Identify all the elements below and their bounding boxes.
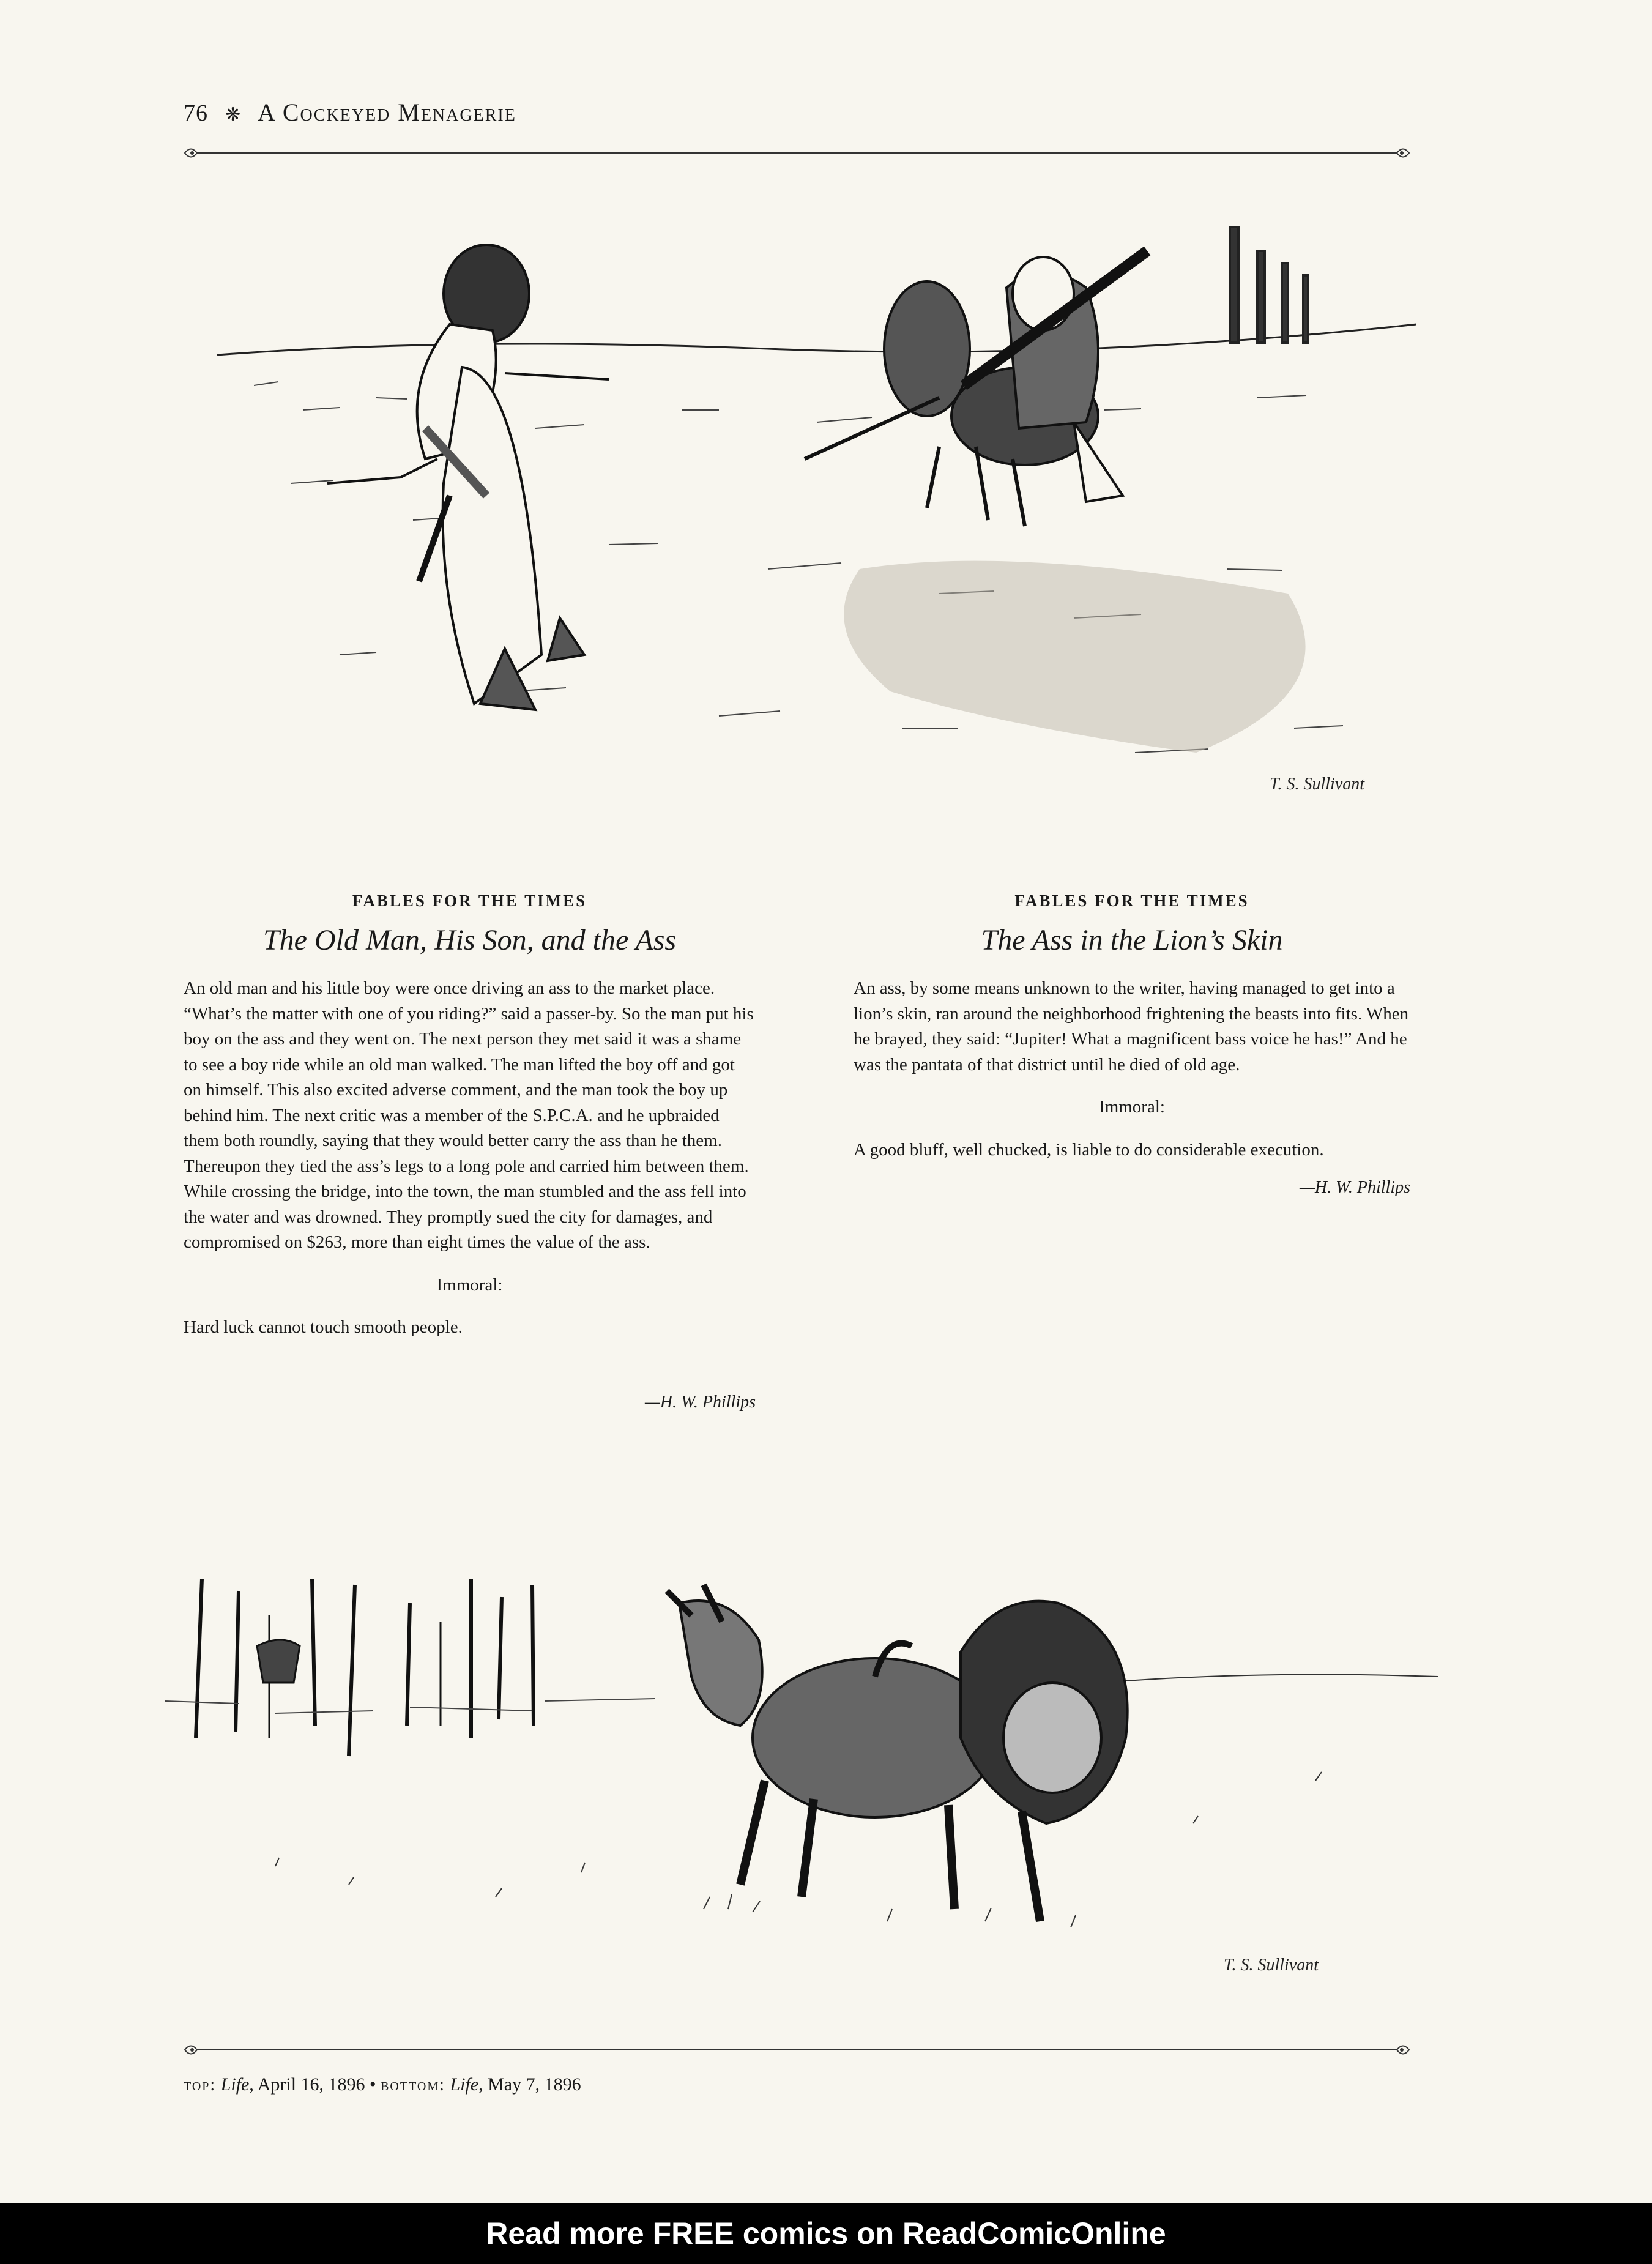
running-header xyxy=(184,98,516,135)
fable-right-moral: A good bluff, well chucked, is liable to do considerable execution. xyxy=(854,1139,1324,1160)
fable-right-body: An ass, by some means unknown to the writer, having managed to get into a lion’s skin, ran around the neighborhood frightening the beasts into fits. When he brayed, they said: “Jupiter! What a magnificent bass voice he has!” And he was the pantata of that district until he died of old age. xyxy=(854,978,1409,1074)
fable-left-title: The Old Man, His Son, and the Ass xyxy=(262,923,677,956)
ornament-icon: ❋ xyxy=(225,105,241,125)
fable-left-kicker: FABLES FOR THE TIMES xyxy=(352,892,587,910)
top-artist-signature: T. S. Sullivant xyxy=(1270,775,1365,794)
bottom-artist-signature: T. S. Sullivant xyxy=(1224,1956,1319,1975)
fable-right-kicker: FABLES FOR THE TIMES xyxy=(1014,892,1249,910)
top-illustration xyxy=(217,226,1416,832)
image-credit xyxy=(184,2074,581,2095)
credit-separator: • xyxy=(365,2074,381,2095)
fable-left-signature: —H. W. Phillips xyxy=(645,1392,756,1412)
credit-bottom-date: , May 7, 1896 xyxy=(478,2074,581,2095)
page-number: 76 xyxy=(184,100,208,126)
credit-top-source: Life xyxy=(220,2074,250,2095)
fable-left-moral-label: Immoral: xyxy=(436,1275,503,1295)
fable-right-signature: —H. W. Phillips xyxy=(1300,1178,1410,1197)
credit-top-date: , April 16, 1896 xyxy=(249,2074,365,2095)
credit-bottom-label: bottom: xyxy=(381,2076,445,2095)
promo-banner[interactable] xyxy=(0,2203,1652,2264)
fable-left-body: An old man and his little boy were once driving an ass to the market place. “What’s the matter with one of you riding?” said a passer-by. So the man put his boy on the ass and they went on. The next person they met said it was a shame to see a boy ride while an old man walked. The man lifted the boy off and got on himself. This also excited adverse comment, and the man took the boy up behind him. The next critic was a member of the S.P.C.A. and he upbraided them both roundly, saying that they would better carry the ass than he them. Thereupon they tied the ass’s legs to a long pole and carried him between them. While crossing the bridge, into the town, the man stumbled and the ass fell into the water and was drowned. They promptly sued the city for damages, and compromised on $263, more than eight times the value of the ass. xyxy=(184,978,754,1252)
roman-and-ass-illustration-icon xyxy=(217,226,1416,832)
bottom-illustration xyxy=(153,1579,1438,1995)
book-title: A Cockeyed Menagerie xyxy=(258,99,516,126)
fable-right-title: The Ass in the Lion’s Skin xyxy=(981,923,1283,956)
fable-right-moral-label: Immoral: xyxy=(1099,1097,1165,1117)
credit-bottom-source: Life xyxy=(450,2074,479,2095)
promo-banner-text[interactable]: Read more FREE comics on ReadComicOnline xyxy=(486,2216,1166,2251)
ass-in-lion-skin-illustration-icon xyxy=(153,1579,1438,1995)
fable-right xyxy=(854,888,1410,1218)
fable-left xyxy=(184,888,756,1432)
credit-top-label: top: xyxy=(184,2076,217,2095)
header-rule xyxy=(184,138,1410,168)
fable-left-moral: Hard luck cannot touch smooth people. xyxy=(184,1317,463,1337)
footer-rule xyxy=(184,2035,1410,2065)
